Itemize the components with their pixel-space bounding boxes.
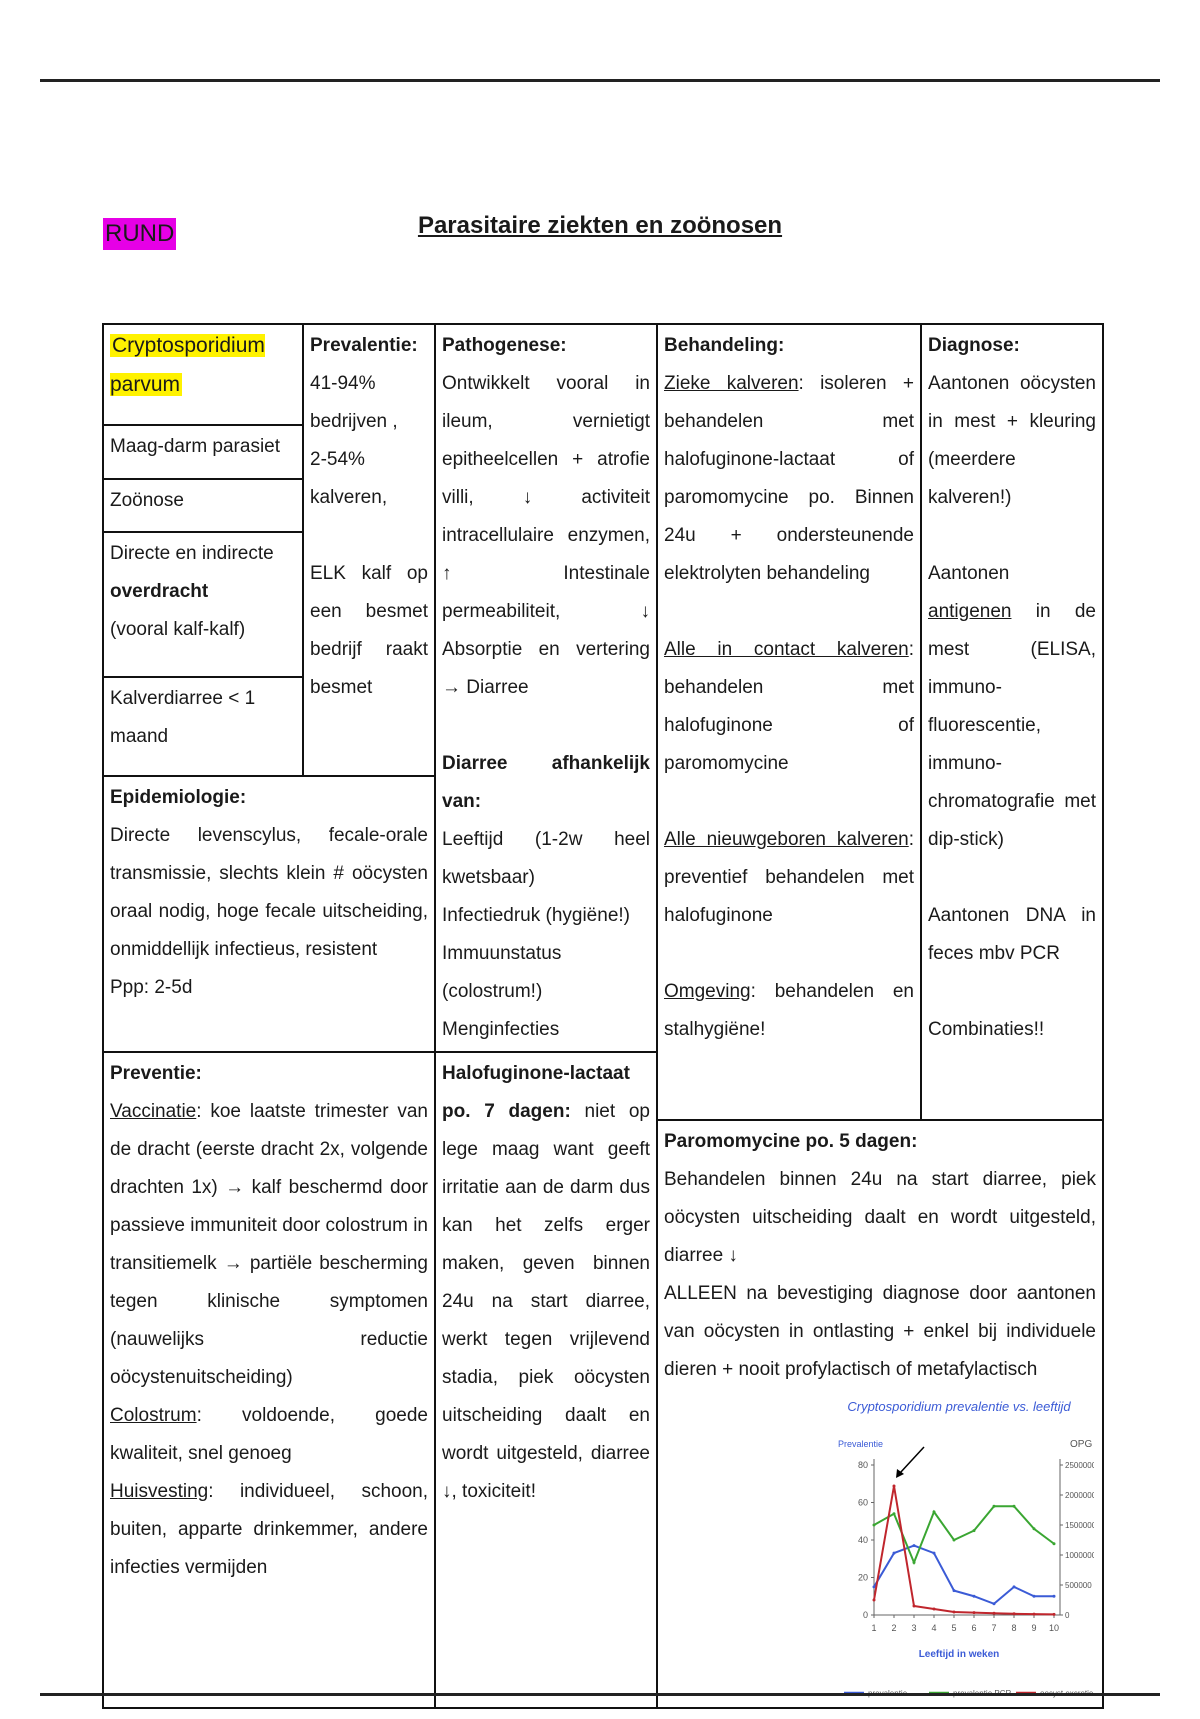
chart-point bbox=[973, 1529, 976, 1532]
diarree-item: Immuunstatus (colostrum!) bbox=[442, 943, 562, 1002]
chart-point bbox=[973, 1611, 976, 1614]
diagnose-p2-a: Aantonen bbox=[928, 563, 1010, 584]
paromomycine-p2: ALLEEN na bevestiging diagnose door aantonen van oöcysten in ontlasting + enkel bij individuele dieren + nooit profylactisch of metafylactisch bbox=[664, 1283, 1096, 1380]
chart-xtick-label: 1 bbox=[871, 1623, 877, 1633]
type-cell: Maag-darm parasiet bbox=[103, 425, 303, 478]
pathogenese-heading: Pathogenese: bbox=[442, 335, 567, 356]
chart-point bbox=[1033, 1527, 1036, 1530]
chart-series-line bbox=[874, 1546, 1054, 1604]
behandeling-zieke bbox=[664, 365, 914, 593]
species-cell bbox=[103, 324, 303, 425]
vaccinatie-label: Vaccinatie bbox=[110, 1101, 197, 1122]
transmission-line-1: Directe en indirecte bbox=[110, 542, 274, 564]
chart-point bbox=[893, 1485, 896, 1488]
prevalence-chart bbox=[824, 1395, 1094, 1705]
chart-point bbox=[933, 1608, 936, 1611]
zieke-text: : isoleren + behandelen met halofuginone-lactaat of paromomycine po. Binnen 24u + ondersteunende elektrolyten behandeling bbox=[664, 373, 914, 584]
chart-point bbox=[873, 1599, 876, 1602]
huisvesting-text: : individueel, schoon, buiten, apparte drinkemmer, andere infecties vermijden bbox=[110, 1481, 428, 1578]
annotation-arrow bbox=[900, 1447, 924, 1473]
chart-point bbox=[1053, 1542, 1056, 1545]
page-title: Parasitaire ziekten en zoönosen bbox=[417, 212, 783, 239]
chart-point bbox=[913, 1544, 916, 1547]
chart-ytick-label-left: 40 bbox=[857, 1535, 868, 1545]
prevalentie-line-4: ELK kalf op een besmet bedrijf raakt besmet bbox=[310, 563, 428, 698]
chart-xtick-label: 3 bbox=[911, 1623, 917, 1633]
chart-ytick-label-right: 1500000 bbox=[1065, 1521, 1094, 1530]
halofuginone-cell bbox=[435, 1052, 657, 1708]
transmission-line-2: overdracht bbox=[110, 580, 209, 602]
top-rule bbox=[40, 79, 1160, 82]
paromomycine-cell bbox=[657, 1120, 1103, 1708]
chart-container bbox=[824, 1395, 1094, 1705]
pathogenese-text: Ontwikkelt vooral in ileum, vernietigt epitheelcellen + atrofie villi, ↓ activiteit intracellulaire enzymen, ↑ Intestinale permeabiliteit, ↓ Absorptie en vertering → Diarree bbox=[442, 373, 650, 698]
diarree-item: Infectiedruk (hygiëne!) bbox=[442, 905, 630, 926]
chart-point bbox=[913, 1605, 916, 1608]
chart-ytick-label-right: 2500000 bbox=[1065, 1461, 1094, 1470]
omgeving-label: Omgeving bbox=[664, 981, 751, 1002]
prevalentie-heading: Prevalentie: bbox=[310, 335, 418, 356]
chart-ylabel-right: OPG bbox=[1070, 1439, 1093, 1450]
chart-ytick-label-left: 60 bbox=[857, 1497, 868, 1508]
diagnose-p3: Aantonen DNA in feces mbv PCR bbox=[928, 905, 1096, 964]
epidemiologie-ppp: Ppp: 2-5d bbox=[110, 976, 193, 998]
chart-point bbox=[873, 1524, 876, 1527]
disease-table bbox=[102, 323, 1104, 1709]
chart-point bbox=[993, 1602, 996, 1605]
chart-point bbox=[993, 1505, 996, 1508]
chart-ytick-label-right: 500000 bbox=[1065, 1581, 1092, 1590]
diagnose-cell bbox=[921, 324, 1103, 1120]
chart-point bbox=[1053, 1613, 1056, 1616]
chart-xtick-label: 8 bbox=[1011, 1623, 1017, 1633]
nieuw-text: : preventief behandelen met halofuginone bbox=[664, 829, 914, 926]
behandeling-contact bbox=[664, 631, 914, 783]
diagnose-p4: Combinaties!! bbox=[928, 1019, 1045, 1040]
chart-ytick-label-left: 0 bbox=[862, 1610, 868, 1620]
vaccinatie-text: : koe laatste trimester van de dracht (eerste dracht 2x, volgende drachten 1x) → kalf beschermd door passieve immuniteit door colostrum in transitiemelk → partiële bescherming tegen klinische symptomen (nauwelijks reductie oöcystenuitscheiding) bbox=[110, 1101, 428, 1388]
chart-point bbox=[973, 1595, 976, 1598]
diagnose-p2-u: antigenen bbox=[928, 601, 1012, 622]
chart-xtick-label: 7 bbox=[991, 1623, 997, 1633]
pathogenese-cell bbox=[435, 324, 657, 1052]
chart-xlabel: Leeftijd in weken bbox=[918, 1649, 1000, 1660]
colostrum-text: : voldoende, goede kwaliteit, snel genoeg bbox=[110, 1405, 428, 1464]
chart-ytick-label-right: 1000000 bbox=[1065, 1551, 1094, 1560]
colostrum-label: Colostrum bbox=[110, 1405, 197, 1426]
huisvesting-label: Huisvesting bbox=[110, 1481, 209, 1502]
chart-xtick-label: 5 bbox=[951, 1623, 957, 1633]
chart-point bbox=[1053, 1595, 1056, 1598]
diarree-item: Leeftijd (1-2w heel kwetsbaar) bbox=[442, 829, 650, 888]
symptom-cell: Kalverdiarree < 1 maand bbox=[103, 677, 303, 776]
chart-point bbox=[953, 1589, 956, 1592]
transmission-line-3: (vooral kalf-kalf) bbox=[110, 618, 246, 640]
chart-ytick-label-right: 2000000 bbox=[1065, 1491, 1094, 1500]
diagnose-p2 bbox=[928, 555, 1096, 859]
halofuginone-heading: Halofuginone-lactaat po. 7 dagen: bbox=[442, 1063, 630, 1122]
chart-ytick-label-right: 0 bbox=[1065, 1611, 1070, 1620]
diagnose-p1: Aantonen oöcysten in mest + kleuring (meerdere kalveren!) bbox=[928, 373, 1096, 508]
behandeling-nieuw bbox=[664, 821, 914, 935]
chart-point bbox=[1013, 1585, 1016, 1588]
species-name: Cryptosporidium parvum bbox=[110, 334, 265, 396]
paromomycine-p1: Behandelen binnen 24u na start diarree, piek oöcysten uitscheiding daalt en wordt uitgesteld, diarree ↓ bbox=[664, 1169, 1096, 1266]
chart-ylabel-left: Prevalentie bbox=[838, 1439, 884, 1449]
chart-point bbox=[953, 1611, 956, 1614]
chart-point bbox=[993, 1612, 996, 1615]
paromomycine-heading: Paromomycine po. 5 dagen: bbox=[664, 1131, 918, 1152]
preventie-huisvesting bbox=[110, 1473, 428, 1587]
chart-point bbox=[893, 1552, 896, 1555]
chart-xtick-label: 10 bbox=[1048, 1623, 1060, 1633]
contact-label: Alle in contact kalveren bbox=[664, 639, 909, 660]
chart-point bbox=[953, 1539, 956, 1542]
chart-xtick-label: 9 bbox=[1031, 1623, 1037, 1633]
chart-point bbox=[933, 1510, 936, 1513]
epidemiologie-text: Directe levenscylus, fecale-orale transmissie, slechts klein # oöcysten oraal nodig, hoge fecale uitscheiding, onmiddellijk infectieus, resistent bbox=[110, 824, 428, 960]
chart-point bbox=[1013, 1505, 1016, 1508]
chart-point bbox=[1033, 1613, 1036, 1616]
diarree-item: Menginfecties bbox=[442, 1019, 560, 1040]
behandeling-cell bbox=[657, 324, 921, 1120]
diagnose-heading: Diagnose: bbox=[928, 335, 1020, 356]
chart-point bbox=[893, 1512, 896, 1515]
chart-point bbox=[1013, 1612, 1016, 1615]
preventie-colostrum bbox=[110, 1397, 428, 1473]
prevalentie-line-1: 41-94% bbox=[310, 373, 376, 394]
chart-ytick-label-left: 20 bbox=[857, 1572, 868, 1583]
chart-xtick-label: 2 bbox=[891, 1623, 897, 1633]
nieuw-label: Alle nieuwgeboren kalveren bbox=[664, 829, 909, 850]
preventie-cell bbox=[103, 1052, 435, 1708]
epidemiologie-cell bbox=[103, 776, 435, 1052]
transmission-cell bbox=[103, 532, 303, 677]
chart-point bbox=[1033, 1595, 1036, 1598]
prevalentie-line-3: 2-54% kalveren, bbox=[310, 449, 388, 508]
chart-point bbox=[933, 1552, 936, 1555]
chart-xtick-label: 6 bbox=[971, 1623, 977, 1633]
bottom-rule bbox=[40, 1693, 1160, 1696]
chart-point bbox=[913, 1561, 916, 1564]
chart-series-line bbox=[874, 1506, 1054, 1562]
chart-xtick-label: 4 bbox=[931, 1623, 937, 1633]
zoonose-cell: Zoönose bbox=[103, 479, 303, 532]
omgeving-text: : behandelen en stalhygiëne! bbox=[664, 981, 914, 1040]
chart-point bbox=[873, 1585, 876, 1588]
species-tag: RUND bbox=[103, 218, 176, 250]
halofuginone-text: niet op lege maag want geeft irritatie aan de darm dus kan het zelfs erger maken, geven binnen 24u na start diarree, werkt tegen vrijlevend stadia, piek oöcysten uitscheiding daalt en wordt uitgesteld, diarree ↓, toxiciteit! bbox=[442, 1101, 650, 1502]
epidemiologie-heading: Epidemiologie: bbox=[110, 786, 247, 808]
behandeling-omgeving bbox=[664, 973, 914, 1049]
prevalentie-cell bbox=[303, 324, 435, 776]
contact-text: : behandelen met halofuginone of paromomycine bbox=[664, 639, 914, 774]
diarree-heading: Diarree afhankelijk van: bbox=[442, 753, 650, 812]
preventie-heading: Preventie: bbox=[110, 1063, 202, 1084]
diagnose-p2-b: in de mest (ELISA, immuno-fluorescentie, immuno-chromatografie met dip-stick) bbox=[928, 601, 1096, 850]
prevalentie-line-2: bedrijven , bbox=[310, 411, 398, 432]
preventie-vaccinatie bbox=[110, 1093, 428, 1397]
chart-ytick-label-left: 80 bbox=[857, 1460, 868, 1470]
behandeling-heading: Behandeling: bbox=[664, 335, 785, 356]
zieke-label: Zieke kalveren bbox=[664, 373, 799, 394]
chart-title: Cryptosporidium prevalentie vs. leeftijd bbox=[847, 1399, 1071, 1414]
